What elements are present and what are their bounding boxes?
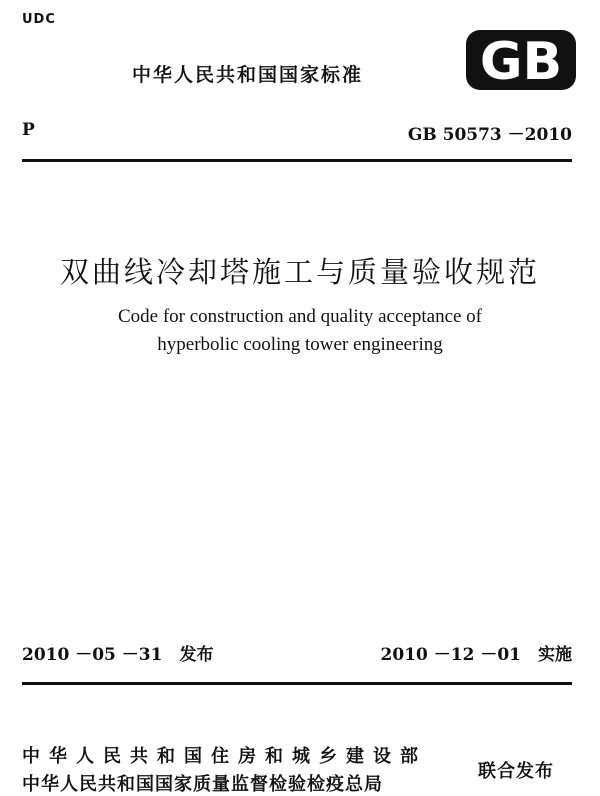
agency-ministry-housing: 中华人民共和国住房和城乡建设部 — [22, 746, 427, 767]
gb-logo-text: GB — [479, 32, 563, 92]
title-english-line1: Code for construction and quality acceptance of — [117, 306, 483, 327]
title-chinese: 双曲线冷却塔施工与质量验收规范 — [59, 255, 540, 289]
implementation-date: 2010 －12 －01 实施 — [380, 645, 572, 665]
issue-date: 2010 －05 －31 发布 — [22, 645, 214, 665]
gb-logo-icon — [464, 28, 578, 92]
joint-release-label: 联合发布 — [478, 761, 554, 782]
title-english-line2: hyperbolic cooling tower engineering — [157, 334, 443, 355]
issuer-title: 中华人民共和国国家标准 — [132, 64, 364, 86]
classification-code: P — [22, 120, 35, 140]
bottom-divider — [22, 682, 572, 685]
udc-label: UDC — [22, 12, 56, 27]
standard-number: GB 50573 －2010 — [407, 125, 572, 145]
top-divider — [22, 159, 572, 162]
agency-aqsiq: 中华人民共和国国家质量监督检验检疫总局 — [22, 774, 383, 795]
